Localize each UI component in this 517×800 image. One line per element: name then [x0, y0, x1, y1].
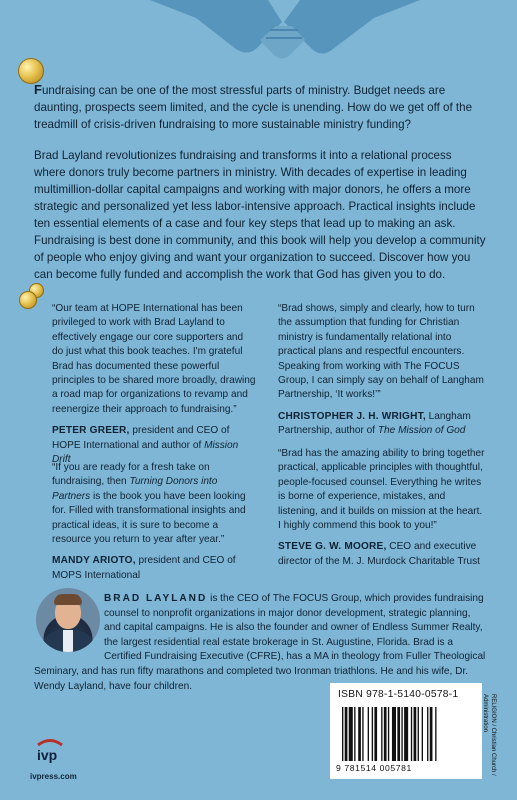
intro-paragraph-1-text: undraising can be one of the most stressful parts of ministry. Budget needs are daunting, prospects seem limited, and the cycle is unending. How do we get off of the treadmill of crisis-driven fundraising to more sustainable ministry funding?: [34, 84, 473, 131]
publisher-logo-text: ivp: [37, 747, 58, 763]
publisher-logo: [34, 736, 66, 764]
barcode-stripe: [354, 707, 355, 761]
coin-icon: [19, 291, 37, 309]
isbn-label: ISBN 978-1-5140-0578-1: [338, 689, 459, 700]
barcode: [330, 683, 482, 779]
endorser-name: MANDY ARIOTO,: [52, 555, 136, 567]
barcode-bars: [340, 707, 472, 761]
barcode-stripe: [411, 707, 412, 761]
barcode-stripe: [372, 707, 373, 761]
endorser-role: CEO and executive director of the M. J. Murdock Charitable Trust: [278, 541, 480, 567]
category-line-2: Administration: [482, 694, 488, 733]
intro-paragraph-2: Brad Layland revolutionizes fundraising and transforms it into a relational process where donors truly become partners in ministry. With decades of expertise in leading multimillion-dollar capital campaigns and working with major donors, he offers a more strategic and personalized yet less labor-intensive approach. Practical insights include ten essential elements of a case and four key steps that lead up to making an ask. Fundraising is best done in community, and this book will help you develop a community of people who enjoy giving and want your organization to succeed. Discover how you can become fully funded and accomplish the work that God has given you to do.: [34, 149, 486, 281]
barcode-stripe: [374, 707, 377, 761]
endorsement-wright: [278, 302, 486, 439]
barcode-stripe: [349, 707, 353, 761]
drop-cap: F: [34, 82, 42, 97]
endorser-name: STEVE G. W. MOORE,: [278, 541, 387, 553]
endorsement-quote: “If you are ready for a fresh take on fundraising, then Turning Donors into Partners is the book you have been looking for. Filled with transformational insights and practical ideas, it is sure to become a resource you return to year after year.”: [52, 462, 246, 546]
endorser-role: president and CEO of MOPS International: [52, 555, 236, 581]
publisher-website: ivpress.com: [30, 772, 77, 781]
barcode-stripe: [397, 707, 400, 761]
barcode-stripe: [388, 707, 389, 761]
endorsement-attribution: [278, 410, 486, 439]
author-name: BRAD LAYLAND: [104, 593, 208, 604]
barcode-stripe: [358, 707, 361, 761]
author-bio: [34, 592, 486, 694]
book-title: Turning Donors into Partners: [52, 476, 218, 502]
barcode-stripe: [427, 707, 428, 761]
author-bio-text: is the CEO of The FOCUS Group, which provides fundraising counsel to nonprofit organizations in major donor development, strategic planning, and capital campaigns. He is also the founder and owner of Endless Summer Realty, the largest residential real estate brokerage in St. Augustine, Florida. Brad is a Certified Fundraising Executive (CFRE), has a MA in theology from Fuller Theological Seminary, and has run fifty marathons and completed two Ironman triathlons. He and his wife, Dr. Wendy Layland, have four children.: [34, 593, 486, 692]
barcode-stripe: [345, 707, 348, 761]
barcode-stripe: [435, 707, 436, 761]
barcode-stripe: [362, 707, 363, 761]
endorsement-attribution: [52, 554, 257, 583]
handshake-icon: [150, 0, 420, 75]
barcode-stripe: [422, 707, 423, 761]
barcode-stripe: [414, 707, 417, 761]
barcode-number: 9 781514 005781: [336, 763, 412, 773]
endorsement-quote: “Brad shows, simply and clearly, how to turn the assumption that funding for Christian ministry is fundamentally relational into practical plans and respectful encounters. Speaking from working with The FOCUS Group, I can simply say on behalf of Langham Partnership, ‘It works!’”: [278, 303, 484, 401]
barcode-stripe: [401, 707, 402, 761]
barcode-stripe: [404, 707, 408, 761]
endorsement-attribution: [278, 540, 486, 569]
endorsement-moore: [278, 447, 486, 569]
barcode-stripe: [381, 707, 382, 761]
intro-paragraph-1: [34, 81, 486, 133]
barcode-stripe: [430, 707, 433, 761]
endorser-book: Mission Drift: [52, 439, 239, 466]
category-label: [480, 694, 510, 774]
barcode-stripe: [418, 707, 419, 761]
endorsement-quote: “Brad has the amazing ability to bring together practical, applicable principles with thoughtful, people-focused counsel. Everything he writes is borne of experience, mistakes, and listening, and it builds on mission at the heart. I highly commend this book to you!”: [278, 448, 485, 532]
barcode-stripe: [384, 707, 387, 761]
barcode-stripe: [368, 707, 369, 761]
endorser-book: The Mission of God: [377, 425, 466, 437]
endorser-name: CHRISTOPHER J. H. WRIGHT,: [278, 410, 426, 422]
category-line-1: RELIGION / Christian Church /: [490, 694, 496, 776]
endorser-role: president and CEO of HOPE International and author of: [52, 425, 230, 451]
endorsement-greer: [52, 302, 257, 467]
barcode-stripe: [392, 707, 396, 761]
endorser-name: PETER GREER,: [52, 425, 130, 437]
endorsement-arioto: [52, 461, 257, 583]
barcode-stripe: [342, 707, 343, 761]
endorsement-quote: “Our team at HOPE International has been privileged to work with Brad Layland to effectively engage our core supporters and do just what this book teaches. I'm grateful Brad has documented these powerful principles to be shared more broadly, drawing a road map for organizations to revamp and reenergize their approach to fundraising.”: [52, 303, 256, 415]
endorser-role: Langham Partnership, author of: [278, 410, 471, 437]
